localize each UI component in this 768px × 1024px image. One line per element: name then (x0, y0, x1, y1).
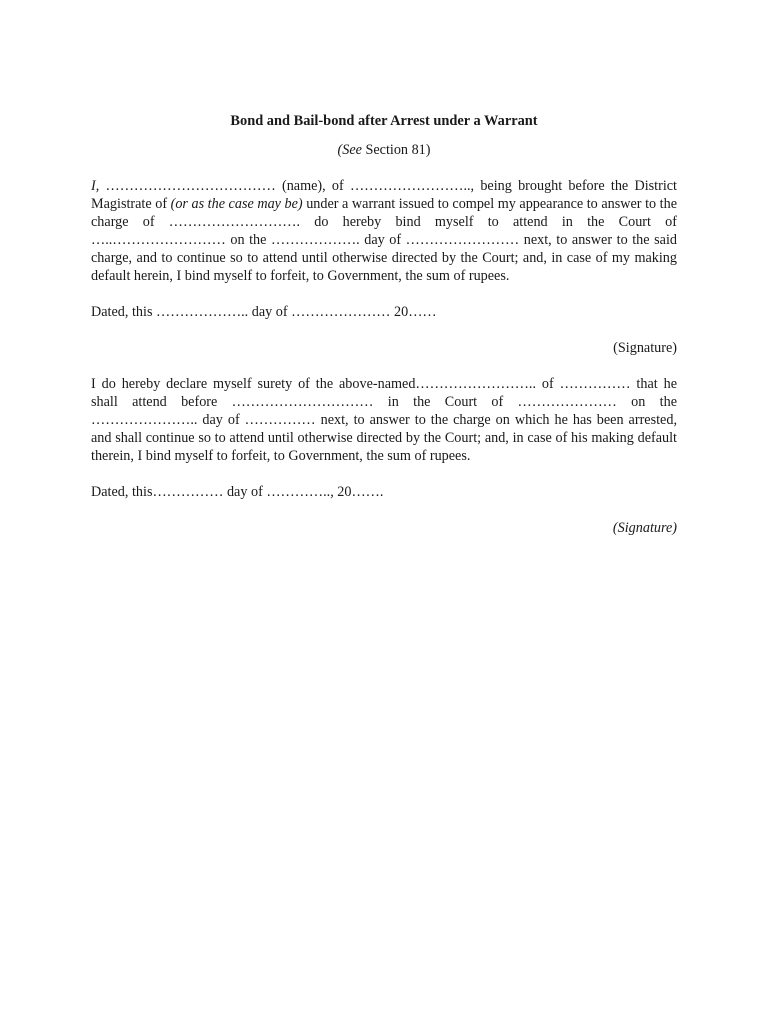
section-number: Section 81) (361, 142, 431, 158)
bond-paragraph-text-2: under a warrant issued to compel my appearance to answer to the charge of ………………………. do hereby bind myself to attend in the Court of …..…………………… on the ………………. day of …………………… next, to answer to the said charge, and to continue so to attend until otherwise directed by the Court; and, in case of my making default herein, I bind myself to forfeit, to Government, the sum of rupees. (91, 196, 677, 284)
surety-paragraph: I do hereby declare myself surety of the above-named…………………….. of …………… that he shall attend before ………………………… in the Court of ………………… on the ………………….. day of …………… next, to answer to the charge on which he has been arrested, and shall continue so to attend until otherwise directed by the Court; and, in case of his making default therein, I bind myself to forfeit, to Government, the sum of rupees. (91, 376, 677, 464)
section-see-label: (See (337, 142, 362, 158)
bond-paragraph-text-1: ……………………………… (name), of …………………….., being brought before the District Magistrate of (91, 178, 677, 212)
signature-label-1: (Signature) (613, 340, 677, 356)
bond-paragraph (91, 177, 677, 285)
section-reference (91, 141, 677, 159)
bond-paragraph-start: I, (91, 178, 100, 194)
document-title: Bond and Bail-bond after Arrest under a Warrant (230, 113, 538, 129)
signature-label-2: (Signature) (612, 520, 677, 536)
bond-paragraph-italic: (or as the case may be) (170, 196, 303, 212)
dated-line-1: Dated, this ……………….. day of ………………… 20…… (91, 304, 437, 320)
dated-line-2: Dated, this…………… day of ………….., 20……. (91, 484, 384, 500)
document-body (91, 112, 677, 555)
